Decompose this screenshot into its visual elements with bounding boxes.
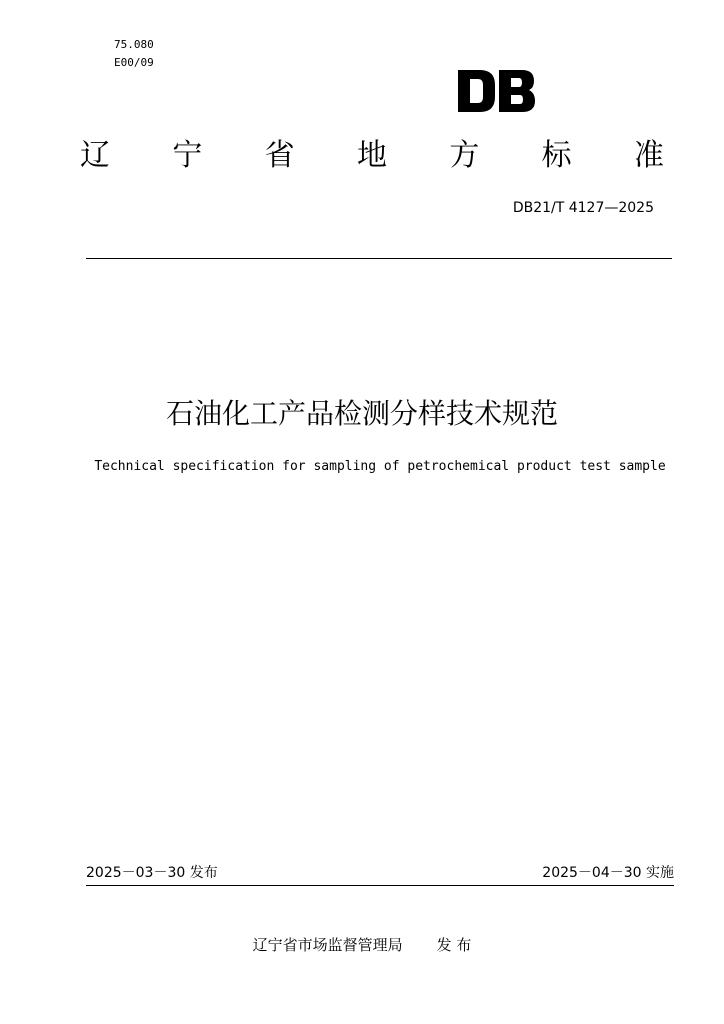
ccs-code: E00/09 [114, 56, 154, 69]
db-logo-letter-d [458, 70, 495, 112]
standard-type-char: 地 [356, 138, 387, 173]
standard-type-char: 省 [264, 138, 295, 173]
standard-type-char: 方 [449, 138, 480, 173]
bottom-divider [86, 885, 674, 886]
standard-type [80, 136, 664, 176]
db-logo-letter-b [499, 70, 535, 112]
standard-number: DB21/T 4127—2025 [512, 200, 654, 216]
issuer-name: 辽宁省市场监督管理局 [252, 936, 403, 954]
issuer-action: 发 布 [436, 936, 472, 954]
title-english: Technical specification for sampling of petrochemical product test sample [94, 459, 666, 474]
implementation-date: 2025－04－30 实施 [542, 865, 674, 881]
issuer [0, 934, 724, 955]
title-chinese: 石油化工产品检测分样技术规范 [165, 397, 558, 430]
db-logo [458, 70, 536, 112]
standard-type-char: 准 [633, 138, 664, 173]
standard-type-char: 标 [541, 138, 572, 173]
ics-code: 75.080 [114, 38, 154, 51]
date-row [86, 862, 674, 884]
standard-type-char: 辽 [80, 138, 110, 173]
classification-codes [114, 36, 154, 72]
release-date: 2025－03－30 发布 [86, 865, 218, 881]
standard-type-char: 宁 [172, 138, 203, 173]
top-divider [86, 258, 672, 259]
